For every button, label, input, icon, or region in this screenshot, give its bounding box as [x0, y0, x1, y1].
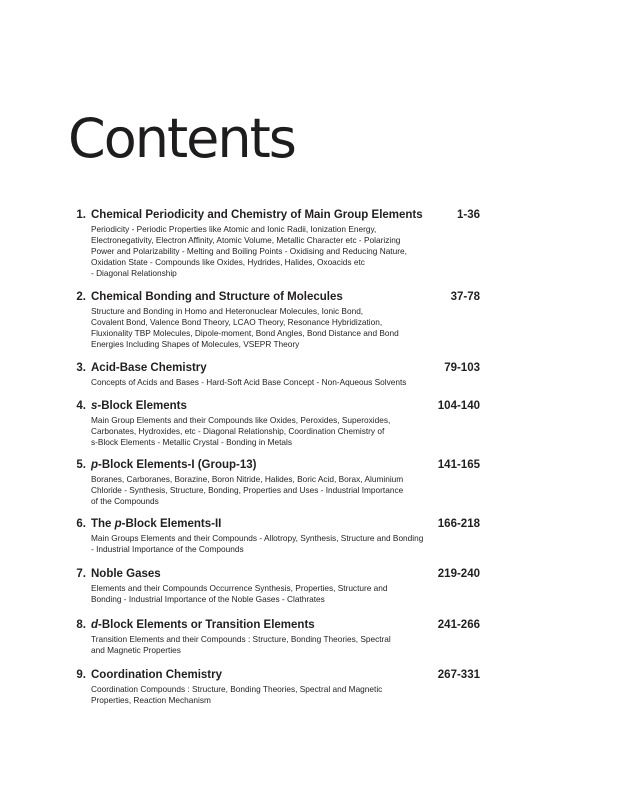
toc-entry-5[interactable]: [0, 457, 626, 506]
toc-entry-7[interactable]: [0, 566, 626, 604]
entry-description: Concepts of Acids and Bases - Hard-Soft Acid Base Concept - Non-Aqueous Solvents: [91, 377, 407, 387]
entry-description: Transition Elements and their Compounds : Structure, Bonding Theories, Spectral and Magnetic Properties: [91, 634, 391, 655]
entry-page-range: 79-103: [444, 362, 480, 374]
entry-page-range: 1-36: [456, 209, 480, 221]
entry-page-range: 267-331: [437, 669, 480, 681]
entry-number: 2.: [76, 291, 86, 303]
entry-number: 1.: [76, 209, 86, 221]
entry-page-range: 37-78: [450, 291, 480, 303]
entry-page-range: 166-218: [437, 518, 480, 530]
toc-entry-1[interactable]: [0, 207, 626, 278]
entry-description: Elements and their Compounds Occurrence Synthesis, Properties, Structure and Bonding - Industrial Importance of the Noble Gases - Clathrates: [91, 583, 388, 604]
entry-title[interactable]: Coordination Chemistry: [91, 669, 222, 681]
entry-title[interactable]: Acid-Base Chemistry: [91, 362, 207, 374]
toc-entry-6[interactable]: [0, 516, 626, 554]
entry-number: 8.: [76, 619, 86, 631]
toc-entry-8[interactable]: [0, 617, 626, 655]
entry-description: Main Group Elements and their Compounds like Oxides, Peroxides, Superoxides, Carbonates, Hydroxides, etc - Diagonal Relationship, Coordination Chemistry of s-Block Elements - Metallic Crystal - Bonding in Metals: [91, 415, 391, 447]
entry-number: 9.: [76, 669, 86, 681]
entry-number: 3.: [76, 362, 86, 374]
entry-page-range: 241-266: [437, 619, 480, 631]
entry-title[interactable]: Chemical Bonding and Structure of Molecules: [91, 291, 343, 303]
page-title: Contents: [68, 107, 295, 170]
entry-description: Coordination Compounds : Structure, Bonding Theories, Spectral and Magnetic Properties, Reaction Mechanism: [91, 684, 383, 705]
entry-page-range: 219-240: [437, 568, 480, 580]
entry-description: Main Groups Elements and their Compounds - Allotropy, Synthesis, Structure and Bonding - Industrial Importance of the Compounds: [91, 533, 424, 554]
toc-entry-3[interactable]: [0, 360, 626, 387]
entry-page-range: 104-140: [437, 400, 480, 412]
entry-number: 6.: [76, 518, 86, 530]
entry-title[interactable]: s-Block Elements: [91, 400, 187, 412]
entry-number: 4.: [76, 400, 86, 412]
entry-number: 5.: [76, 459, 86, 471]
entry-description: Boranes, Carboranes, Borazine, Boron Nitride, Halides, Boric Acid, Borax, Aluminium Chloride - Synthesis, Structure, Bonding, Properties and Uses - Industrial Importance of the Compounds: [91, 474, 404, 506]
entry-number: 7.: [76, 568, 86, 580]
entry-page-range: 141-165: [437, 459, 480, 471]
entry-description: Periodicity - Periodic Properties like Atomic and Ionic Radii, Ionization Energy, Electronegativity, Electron Affinity, Atomic Volume, Metallic Character etc - Polarizing Power and Polarizability - Melting and Boiling Points - Oxidising and Reducing Nature, Oxidation State - Compounds like Oxides, Hydrides, Halides, Oxoacids etc - Diagonal Relationship: [91, 224, 407, 278]
toc-entry-9[interactable]: [0, 667, 626, 705]
entry-title[interactable]: Chemical Periodicity and Chemistry of Main Group Elements: [91, 209, 423, 221]
entry-title[interactable]: Noble Gases: [91, 568, 161, 580]
entry-description: Structure and Bonding in Homo and Heteronuclear Molecules, Ionic Bond, Covalent Bond, Valence Bond Theory, LCAO Theory, Resonance Hybridization, Fluxionality TBP Molecules, Dipole-moment, Bond Angles, Bond Distance and Bond Energies Including Shapes of Molecules, VSEPR Theory: [91, 306, 399, 349]
entry-title[interactable]: d-Block Elements or Transition Elements: [91, 619, 315, 631]
toc-entry-4[interactable]: [0, 398, 626, 447]
toc-entry-2[interactable]: [0, 289, 626, 349]
entry-title[interactable]: p-Block Elements-I (Group-13): [91, 459, 257, 471]
entry-title[interactable]: The p-Block Elements-II: [91, 518, 222, 530]
